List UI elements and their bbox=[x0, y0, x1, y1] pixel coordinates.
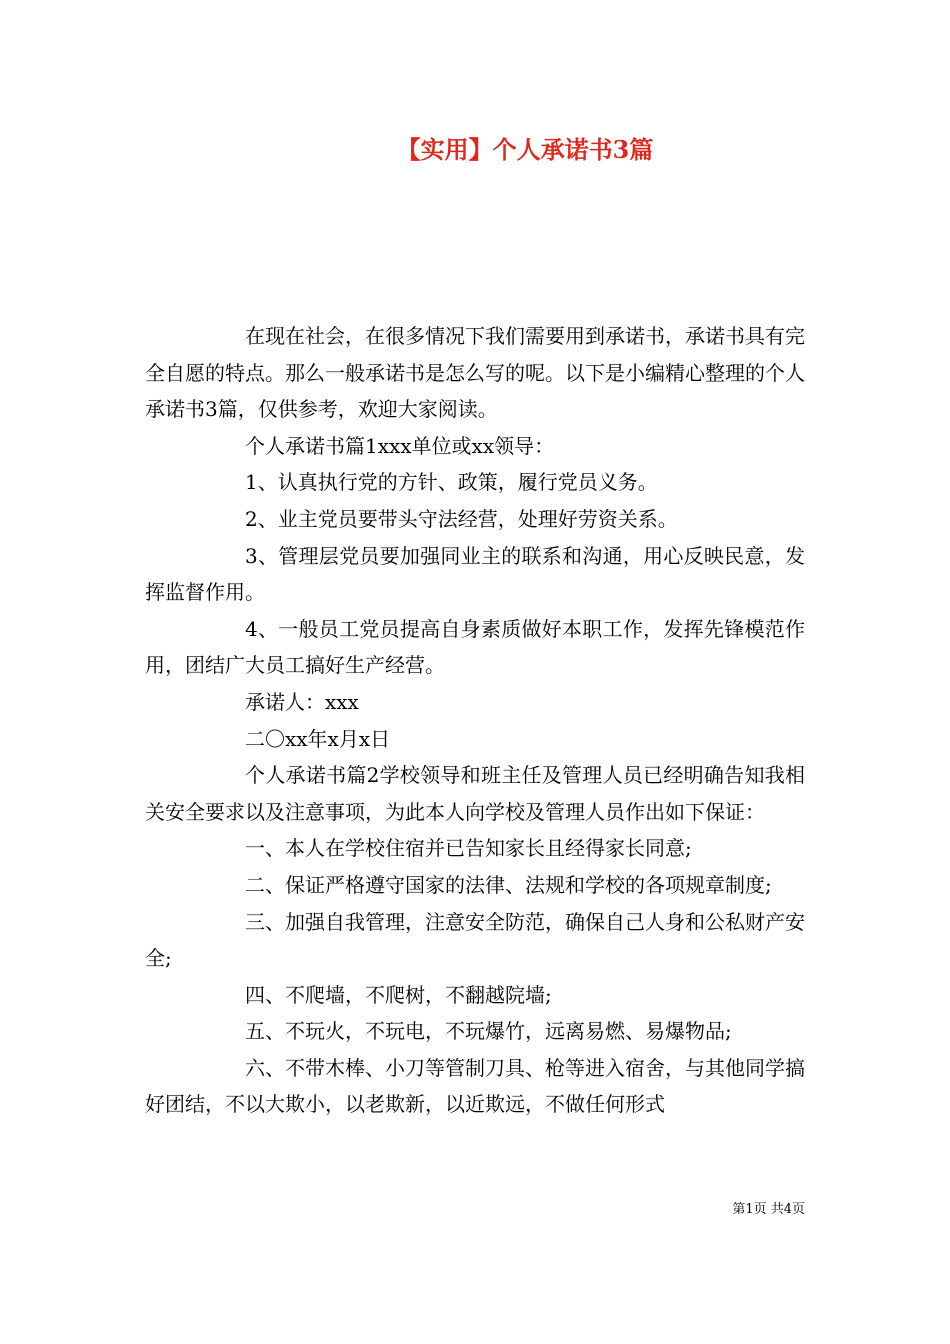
paragraph: 一、本人在学校住宿并已告知家长且经得家长同意; bbox=[245, 836, 692, 861]
paragraph: 在现在社会，在很多情况下我们需要用到承诺书，承诺书具有完全自愿的特点。那么一般承诺书是怎么写的呢。以下是小编精心整理的个人承诺书3篇，仅供参考，欢迎大家阅读。 bbox=[145, 324, 805, 422]
paragraph: 六、不带木棒、小刀等管制刀具、枪等进入宿舍，与其他同学搞好团结，不以大欺小，以老欺新，以近欺远，不做任何形式 bbox=[145, 1055, 805, 1117]
page-number: 第1页 共4页 bbox=[732, 1202, 805, 1217]
paragraph: 二、保证严格遵守国家的法律、法规和学校的各项规章制度; bbox=[245, 872, 772, 897]
paragraph: 1、认真执行党的方针、政策，履行党员义务。 bbox=[245, 470, 658, 495]
page-title: 【实用】个人承诺书3篇 bbox=[396, 135, 654, 164]
paragraph: 3、管理层党员要加强同业主的联系和沟通，用心反映民意，发挥监督作用。 bbox=[145, 543, 805, 605]
paragraph: 个人承诺书篇2学校领导和班主任及管理人员已经明确告知我相关安全要求以及注意事项，为此本人向学校及管理人员作出如下保证： bbox=[145, 763, 805, 824]
paragraph: 三、加强自我管理，注意安全防范，确保自己人身和公私财产安全; bbox=[145, 909, 805, 971]
paragraph: 2、业主党员要带头守法经营，处理好劳资关系。 bbox=[245, 506, 678, 531]
paragraph: 五、不玩火，不玩电，不玩爆竹，远离易燃、易爆物品; bbox=[245, 1019, 732, 1044]
paragraph: 四、不爬墙，不爬树，不翻越院墙; bbox=[245, 982, 552, 1007]
paragraph: 4、一般员工党员提高自身素质做好本职工作，发挥先锋模范作用，团结广大员工搞好生产经营。 bbox=[145, 616, 805, 678]
document-body bbox=[145, 318, 805, 1123]
paragraph: 二〇xx年x月x日 bbox=[245, 726, 391, 751]
paragraph: 个人承诺书篇1xxx单位或xx领导： bbox=[245, 433, 555, 458]
paragraph: 承诺人：xxx bbox=[245, 689, 359, 714]
